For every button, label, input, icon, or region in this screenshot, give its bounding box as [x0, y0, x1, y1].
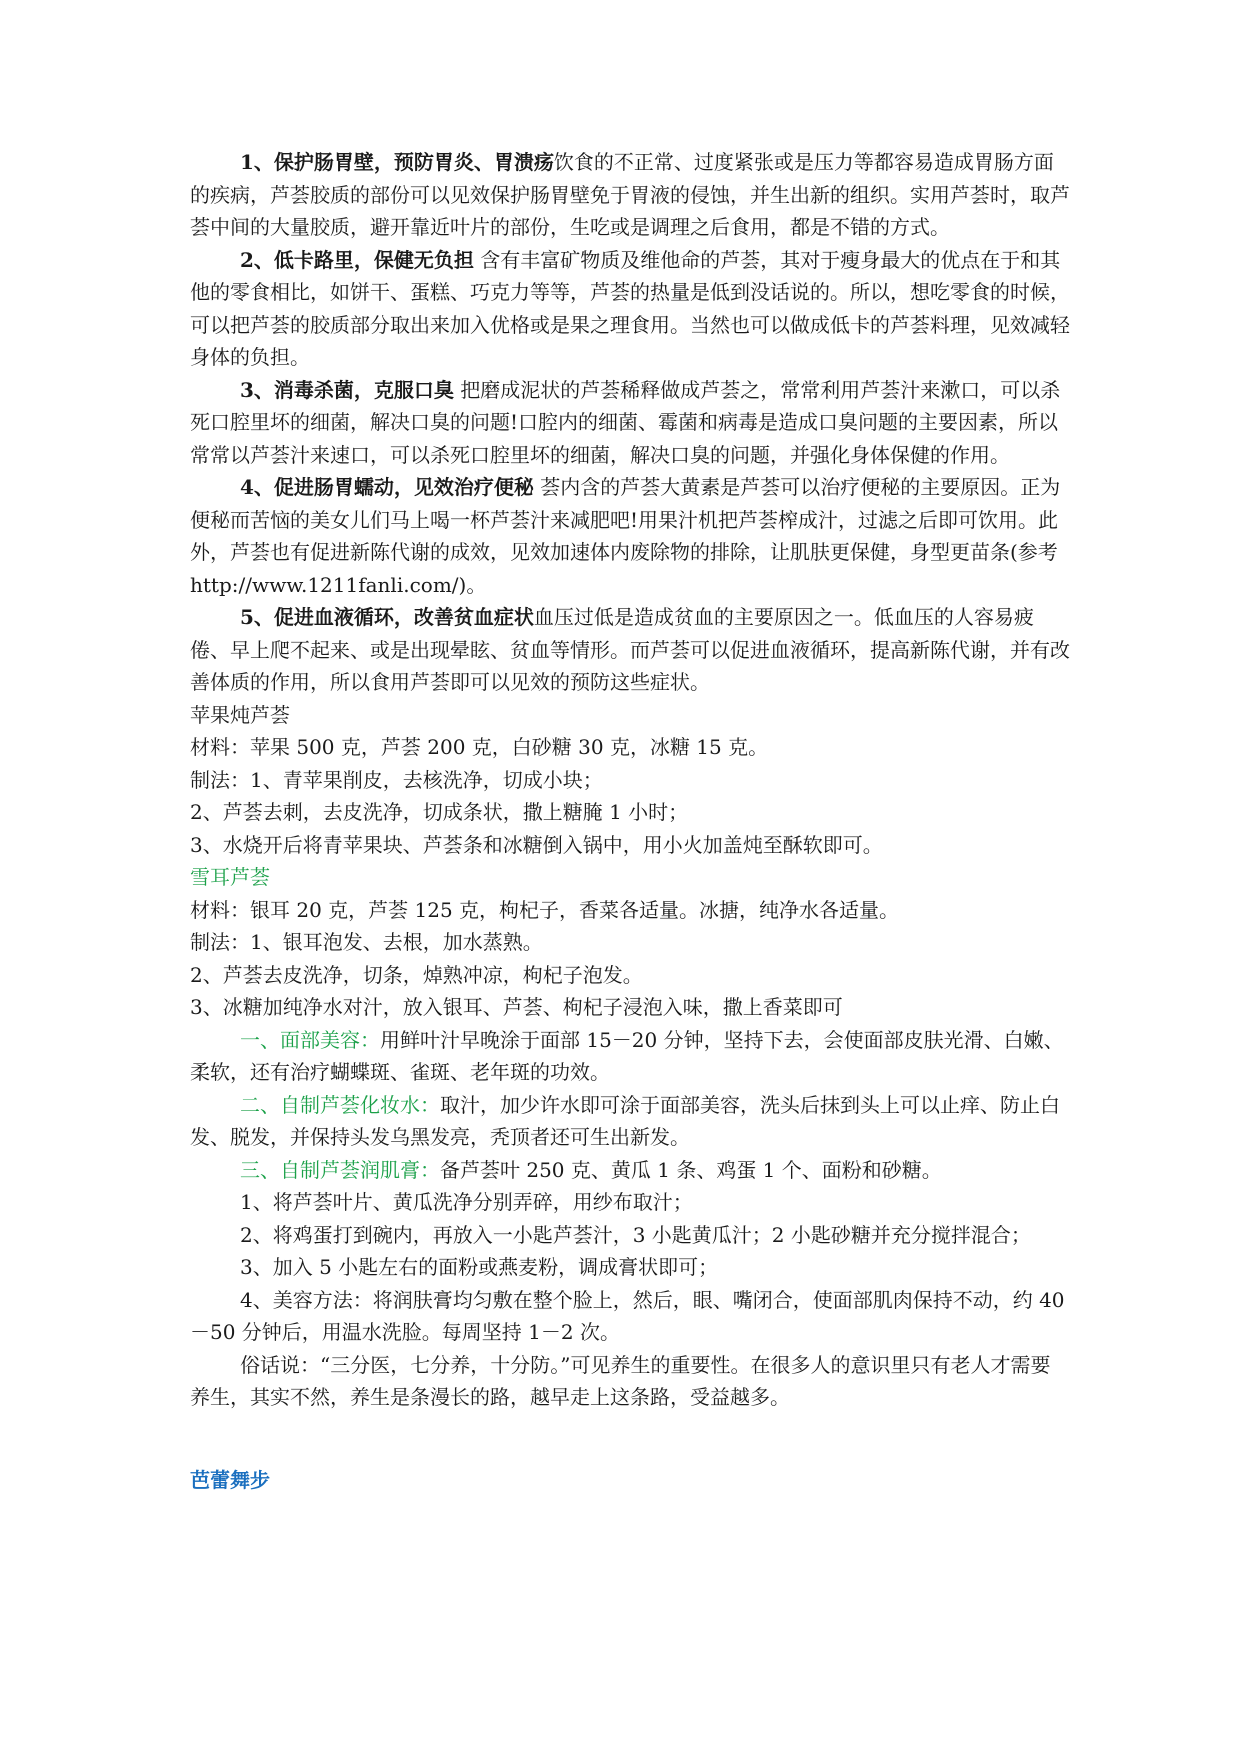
- section-heading: 2、低卡路里，保健无负担: [240, 247, 474, 272]
- beauty-text: 取汁，加少许水即可涂于面部美容，洗头后抹到头上可以止痒、防止白发、脱发，并保持头发乌黑发亮，秃顶者还可生出新发。: [190, 1092, 1060, 1149]
- section-2: [190, 244, 1070, 374]
- section-heading: 1、保护肠胃壁，预防胃炎、胃溃疡: [240, 150, 554, 174]
- recipe-step: 3、水烧开后将青苹果块、芦荟条和冰糖倒入锅中，用小火加盖炖至酥软即可。: [190, 832, 883, 857]
- section-3: [190, 374, 1070, 472]
- document-body: [190, 146, 1070, 1496]
- footer-link[interactable]: 芭蕾舞步: [190, 1467, 270, 1492]
- recipe-materials: 材料：苹果 500 克，芦荟 200 克，白砂糖 30 克，冰糖 15 克。: [190, 735, 769, 759]
- blank-space: [190, 1414, 1070, 1464]
- beauty-item-3: [190, 1154, 1070, 1187]
- recipe-step: 制法：1、银耳泡发、去根，加水蒸熟。: [190, 930, 543, 954]
- cream-step: 4、美容方法：将润肤膏均匀敷在整个脸上，然后，眼、嘴闭合，使面部肌肉保持不动，约 40－50 分钟后，用温水洗脸。每周坚持 1－2 次。: [190, 1287, 1065, 1344]
- beauty-heading: 一、面部美容：: [240, 1027, 380, 1052]
- beauty-item-2: [190, 1089, 1070, 1154]
- section-text: 荟内含的芦荟大黄素是芦荟可以治疗便秘的主要原因。正为便秘而苦恼的美女儿们马上喝一杯芦荟汁来减肥吧!用果汁机把芦荟榨成汁，过滤之后即可饮用。此外，芦荟也有促进新陈代谢的成效，见效加速体内废除物的排除，让肌肤更保健，身型更苗条(参考 http://www.1211fanli.com/)。: [190, 475, 1061, 597]
- section-text: 血压过低是造成贫血的主要原因之一。低血压的人容易疲倦、早上爬不起来、或是出现晕眩、贫血等情形。而芦荟可以促进血液循环，提高新陈代谢，并有改善体质的作用，所以食用芦荟即可以见效的预防这些症状。: [190, 605, 1070, 694]
- recipe-step: 3、冰糖加纯净水对汁，放入银耳、芦荟、枸杞子浸泡入味，撒上香菜即可: [190, 995, 843, 1019]
- beauty-text: 用鲜叶汁早晚涂于面部 15－20 分钟，坚持下去，会使面部皮肤光滑、白嫩、柔软，还有治疗蝴蝶斑、雀斑、老年斑的功效。: [190, 1027, 1064, 1084]
- beauty-text: 备芦荟叶 250 克、黄瓜 1 条、鸡蛋 1 个、面粉和砂糖。: [440, 1157, 942, 1182]
- section-heading: 5、促进血液循环，改善贫血症状: [240, 605, 534, 629]
- recipe-title: 苹果炖芦荟: [190, 702, 290, 727]
- section-text: 饮食的不正常、过度紧张或是压力等都容易造成胃肠方面的疾病，芦荟胶质的部份可以见效保护肠胃壁免于胃液的侵蚀，并生出新的组织。实用芦荟时，取芦荟中间的大量胶质，避开靠近叶片的部份，生吃或是调理之后食用，都是不错的方式。: [190, 150, 1070, 239]
- section-text: 把磨成泥状的芦荟稀释做成芦荟之，常常利用芦荟汁来漱口，可以杀死口腔里坏的细菌，解决口臭的问题!口腔内的细菌、霉菌和病毒是造成口臭问题的主要因素，所以常常以芦荟汁来速口，可以杀死口腔里坏的细菌，解决口臭的问题，并强化身体保健的作用。: [190, 377, 1061, 467]
- section-5: [190, 601, 1070, 699]
- recipe-step: 2、芦荟去皮洗净，切条，焯熟冲凉，枸杞子泡发。: [190, 962, 643, 987]
- section-1: [190, 146, 1070, 244]
- beauty-heading: 二、自制芦荟化妆水：: [240, 1092, 440, 1117]
- closing-paragraph: 俗话说：“三分医，七分养，十分防。”可见养生的重要性。在很多人的意识里只有老人才需要养生，其实不然，养生是条漫长的路，越早走上这条路，受益越多。: [190, 1352, 1051, 1409]
- recipe-step: 2、芦荟去刺，去皮洗净，切成条状，撒上糖腌 1 小时；: [190, 800, 689, 824]
- section-heading: 4、促进肠胃蠕动，见效治疗便秘: [240, 475, 534, 499]
- beauty-item-1: [190, 1024, 1070, 1089]
- recipe-title-link[interactable]: 雪耳芦荟: [190, 865, 270, 889]
- section-4: [190, 471, 1070, 601]
- cream-step: 2、将鸡蛋打到碗内，再放入一小匙芦荟汁，3 小匙黄瓜汁；2 小匙砂糖并充分搅拌混合；: [240, 1222, 1031, 1247]
- recipe-materials: 材料：银耳 20 克，芦荟 125 克，枸杞子，香菜各适量。冰搪，纯净水各适量。: [190, 897, 900, 922]
- section-heading: 3、消毒杀菌，克服口臭: [240, 377, 454, 402]
- cream-step: 3、加入 5 小匙左右的面粉或燕麦粉，调成膏状即可；: [240, 1255, 719, 1279]
- recipe-step: 制法：1、青苹果削皮，去核洗净，切成小块；: [190, 767, 603, 792]
- beauty-heading: 三、自制芦荟润肌膏：: [240, 1157, 440, 1182]
- section-text: 含有丰富矿物质及维他命的芦荟，其对于瘦身最大的优点在于和其他的零食相比，如饼干、蛋糕、巧克力等等，芦荟的热量是低到没话说的。所以，想吃零食的时候，可以把芦荟的胶质部分取出来加入优格或是果之理食用。当然也可以做成低卡的芦荟料理，见效减轻身体的负担。: [190, 247, 1070, 369]
- cream-step: 1、将芦荟叶片、黄瓜洗净分别弄碎，用纱布取汁；: [240, 1190, 693, 1214]
